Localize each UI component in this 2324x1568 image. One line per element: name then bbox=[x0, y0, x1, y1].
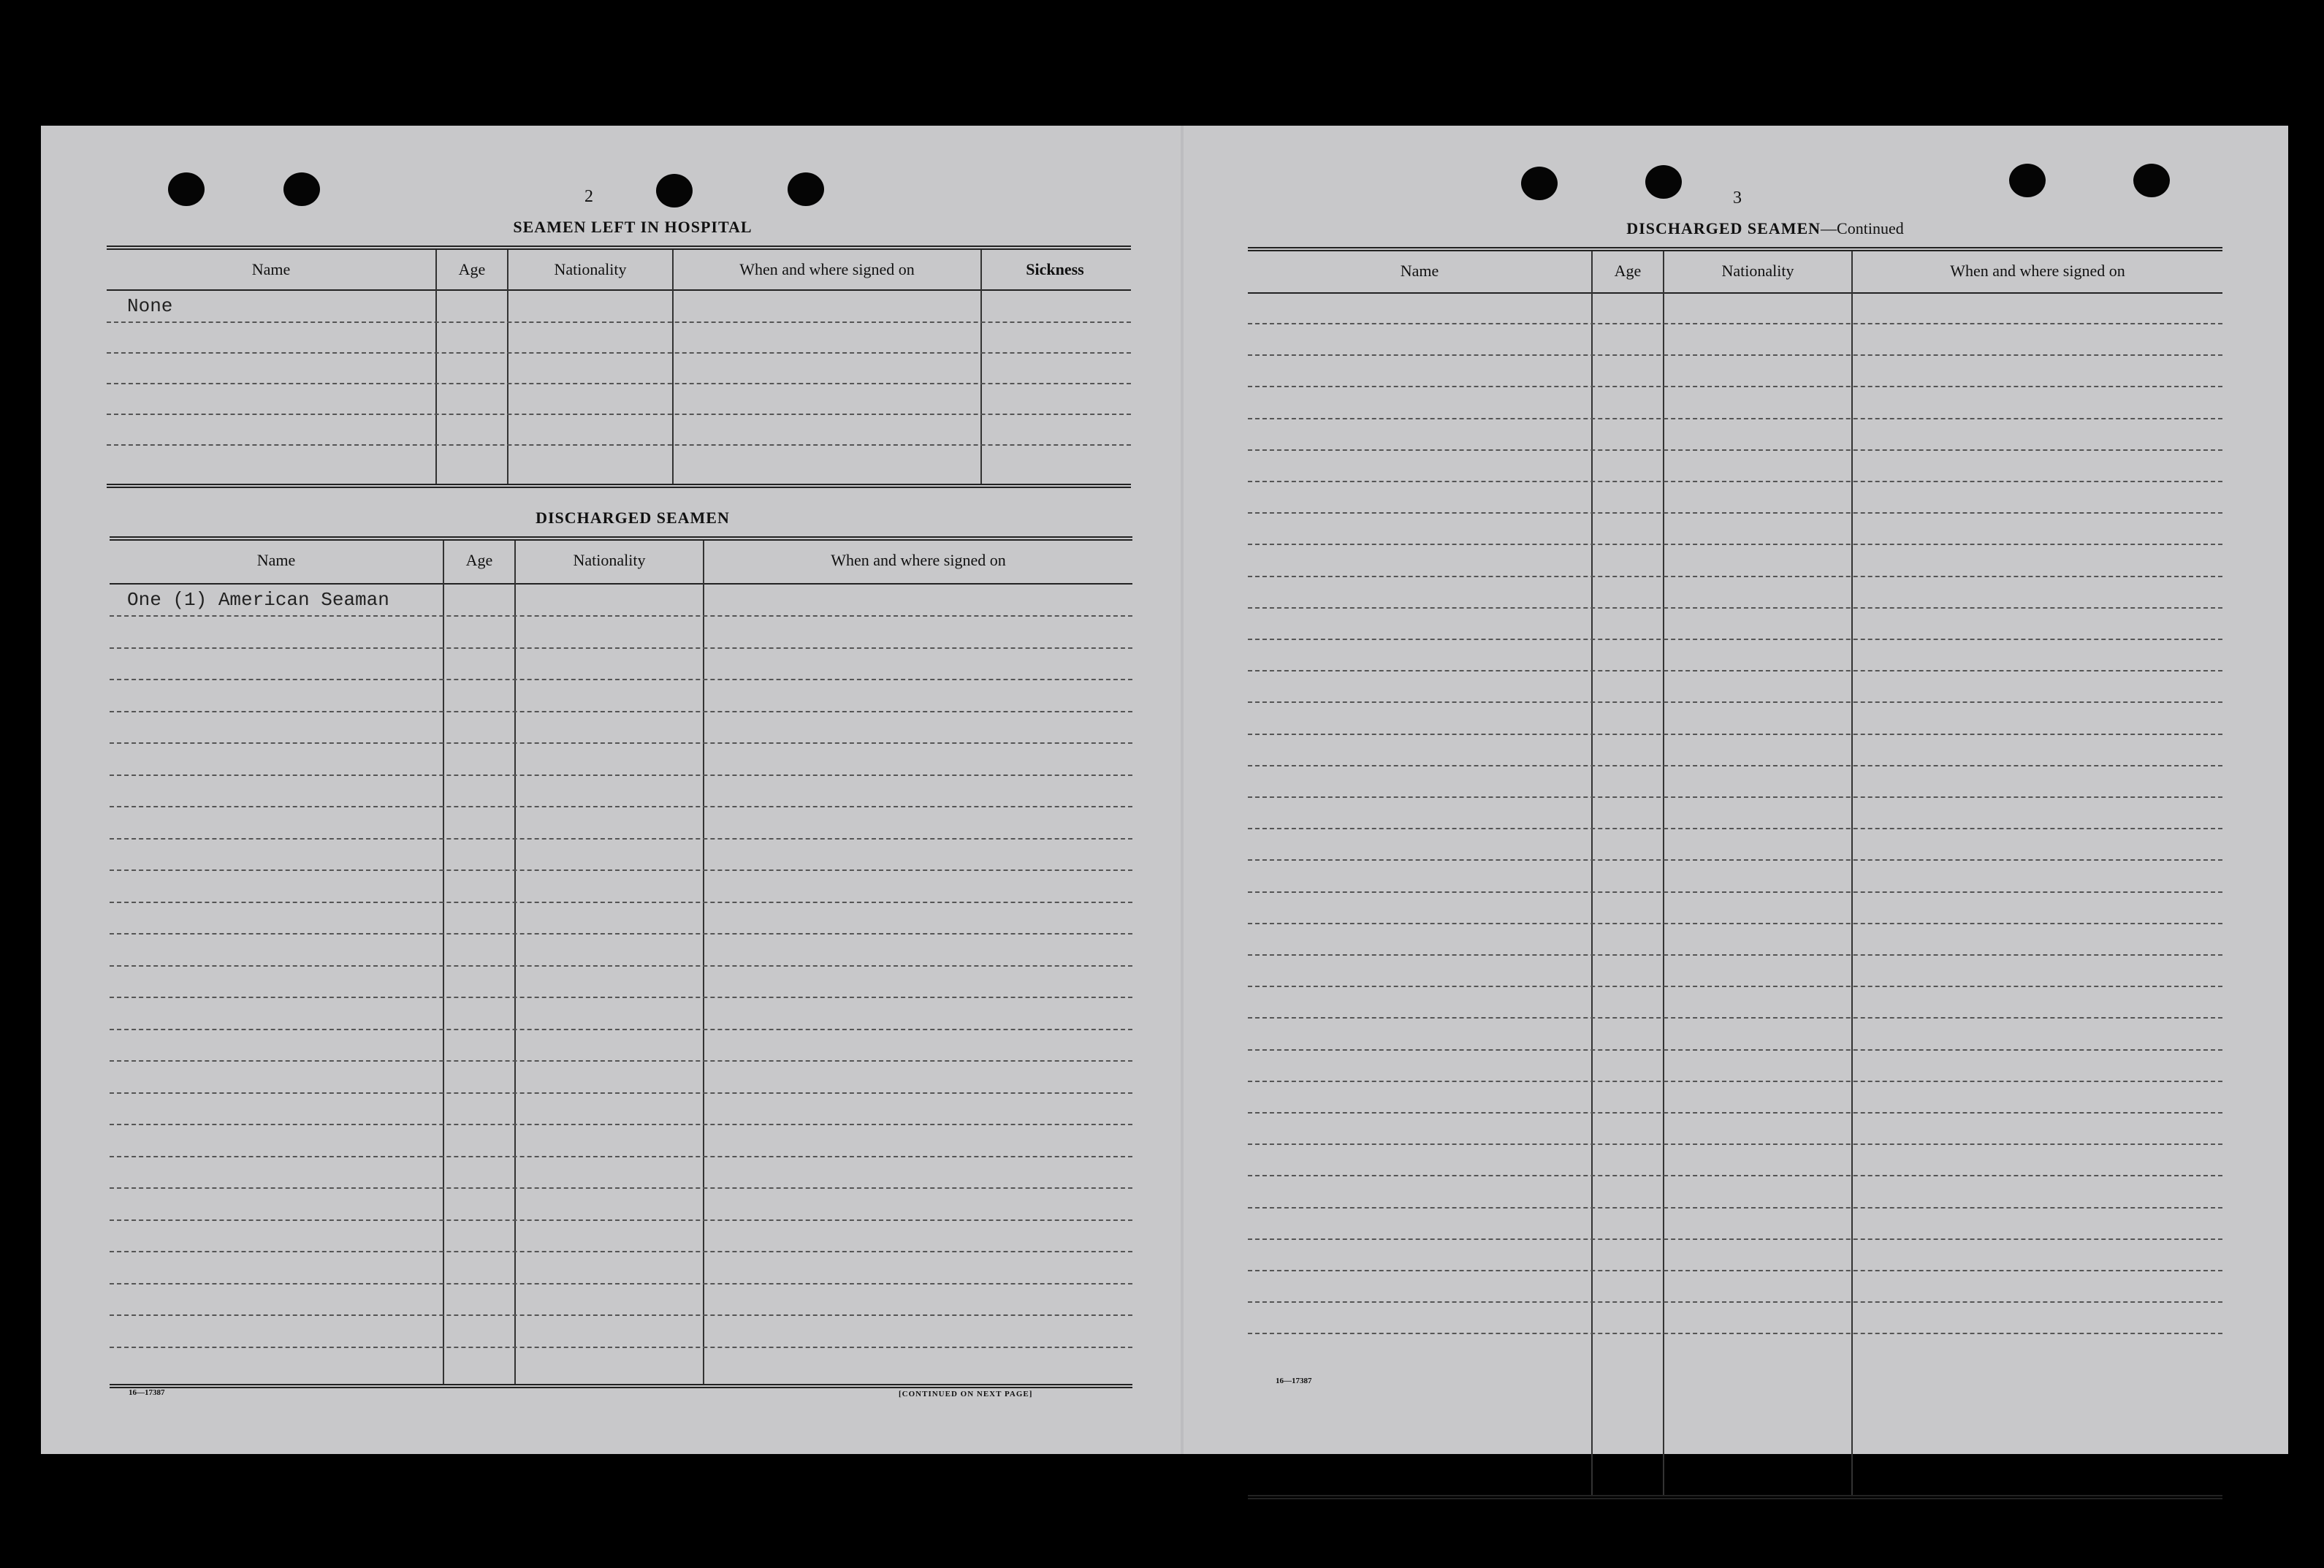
hospital-col-when-where: When and where signed on bbox=[739, 260, 915, 278]
form-number-left: 16—17387 bbox=[129, 1388, 165, 1397]
discharged-row bbox=[110, 933, 1132, 935]
hospital-col-age: Age bbox=[458, 260, 486, 278]
discharged-row bbox=[110, 806, 1132, 807]
hospital-row-1-name: None bbox=[127, 295, 173, 317]
discharged-row bbox=[110, 1283, 1132, 1285]
discharged-row bbox=[110, 838, 1132, 840]
continued-row bbox=[1248, 607, 2222, 609]
continued-row bbox=[1248, 1049, 2222, 1051]
continued-row bbox=[1248, 859, 2222, 861]
continued-row bbox=[1248, 576, 2222, 577]
continued-row bbox=[1248, 512, 2222, 514]
discharged-divider bbox=[443, 541, 444, 1384]
continued-col-age: Age bbox=[1614, 262, 1642, 280]
continued-row bbox=[1248, 1112, 2222, 1114]
continued-row bbox=[1248, 765, 2222, 766]
document-sheet bbox=[41, 126, 2288, 1454]
discharged-row bbox=[110, 1124, 1132, 1125]
discharged-table bbox=[110, 536, 1132, 1388]
discharged-row bbox=[110, 997, 1132, 998]
discharged-col-age: Age bbox=[465, 551, 493, 569]
continued-row bbox=[1248, 891, 2222, 893]
punch-hole-3 bbox=[656, 174, 693, 208]
form-number-right: 16—17387 bbox=[1276, 1377, 1312, 1385]
hospital-divider bbox=[507, 250, 508, 484]
continued-row bbox=[1248, 1238, 2222, 1240]
discharged-row bbox=[110, 679, 1132, 680]
continued-note: [CONTINUED ON NEXT PAGE] bbox=[899, 1390, 1033, 1398]
discharged-row bbox=[110, 742, 1132, 744]
hospital-col-sickness: Sickness bbox=[1026, 260, 1084, 278]
continued-row bbox=[1248, 323, 2222, 324]
discharged-row bbox=[110, 1347, 1132, 1348]
discharged-row bbox=[110, 775, 1132, 776]
continued-divider bbox=[1591, 251, 1593, 1495]
page-fold bbox=[1181, 126, 1184, 1454]
discharged-row bbox=[110, 1060, 1132, 1062]
page-number-left: 2 bbox=[584, 187, 593, 206]
discharged-divider bbox=[703, 541, 704, 1384]
hospital-row bbox=[107, 383, 1131, 384]
continued-divider bbox=[1851, 251, 1853, 1495]
continued-row bbox=[1248, 449, 2222, 451]
discharged-continued-suffix: —Continued bbox=[1821, 219, 1904, 237]
continued-col-when-where: When and where signed on bbox=[1950, 262, 2125, 280]
discharged-row bbox=[110, 1314, 1132, 1316]
punch-hole-5 bbox=[1521, 167, 1558, 200]
continued-row bbox=[1248, 670, 2222, 671]
hospital-row bbox=[107, 321, 1131, 323]
continued-row bbox=[1248, 1143, 2222, 1145]
punch-hole-8 bbox=[2133, 164, 2170, 197]
hospital-col-nationality: Nationality bbox=[554, 260, 627, 278]
punch-hole-7 bbox=[2009, 164, 2046, 197]
continued-row bbox=[1248, 386, 2222, 387]
continued-row bbox=[1248, 734, 2222, 735]
discharged-row bbox=[110, 1092, 1132, 1094]
continued-row bbox=[1248, 1081, 2222, 1082]
continued-row bbox=[1248, 954, 2222, 956]
page-number-right: 3 bbox=[1733, 189, 1742, 208]
discharged-row bbox=[110, 1029, 1132, 1030]
hospital-section-title: SEAMEN LEFT IN HOSPITAL bbox=[513, 218, 753, 236]
continued-row bbox=[1248, 1017, 2222, 1019]
hospital-divider bbox=[672, 250, 674, 484]
continued-row bbox=[1248, 1333, 2222, 1334]
continued-col-nationality: Nationality bbox=[1721, 262, 1794, 280]
continued-row bbox=[1248, 923, 2222, 924]
continued-row bbox=[1248, 639, 2222, 640]
discharged-row bbox=[110, 965, 1132, 967]
discharged-col-name: Name bbox=[256, 551, 296, 569]
discharged-row bbox=[110, 711, 1132, 712]
discharged-divider bbox=[514, 541, 516, 1384]
discharged-col-nationality: Nationality bbox=[573, 551, 646, 569]
continued-row bbox=[1248, 1175, 2222, 1176]
continued-row bbox=[1248, 986, 2222, 987]
continued-row bbox=[1248, 481, 2222, 482]
hospital-row bbox=[107, 414, 1131, 415]
discharged-row bbox=[110, 1219, 1132, 1221]
continued-col-name: Name bbox=[1400, 262, 1439, 280]
hospital-table bbox=[107, 246, 1131, 488]
hospital-row bbox=[107, 352, 1131, 354]
continued-row bbox=[1248, 418, 2222, 419]
continued-row bbox=[1248, 701, 2222, 703]
discharged-row bbox=[110, 869, 1132, 871]
discharged-col-when-where: When and where signed on bbox=[831, 551, 1006, 569]
punch-hole-6 bbox=[1645, 165, 1682, 199]
continued-divider bbox=[1663, 251, 1664, 1495]
continued-row bbox=[1248, 1207, 2222, 1209]
continued-row bbox=[1248, 354, 2222, 356]
discharged-row-1-name: One (1) American Seaman bbox=[127, 589, 389, 611]
discharged-row bbox=[110, 1251, 1132, 1252]
hospital-divider bbox=[980, 250, 982, 484]
discharged-section-title: DISCHARGED SEAMEN bbox=[536, 509, 730, 527]
continued-row bbox=[1248, 828, 2222, 829]
discharged-row bbox=[110, 1187, 1132, 1189]
discharged-row bbox=[110, 902, 1132, 903]
hospital-divider bbox=[435, 250, 437, 484]
punch-hole-4 bbox=[788, 172, 824, 206]
discharged-continued-title bbox=[1254, 219, 2277, 238]
discharged-continued-title-text: DISCHARGED SEAMEN bbox=[1626, 219, 1821, 237]
discharged-row bbox=[110, 615, 1132, 617]
hospital-row bbox=[107, 444, 1131, 446]
punch-hole-1 bbox=[168, 172, 205, 206]
discharged-row bbox=[110, 647, 1132, 649]
hospital-col-name: Name bbox=[251, 260, 291, 278]
continued-row bbox=[1248, 544, 2222, 545]
punch-hole-2 bbox=[283, 172, 320, 206]
continued-row bbox=[1248, 796, 2222, 798]
continued-row bbox=[1248, 1301, 2222, 1303]
discharged-row bbox=[110, 1156, 1132, 1157]
continued-row bbox=[1248, 1270, 2222, 1271]
discharged-continued-table bbox=[1248, 247, 2222, 1499]
